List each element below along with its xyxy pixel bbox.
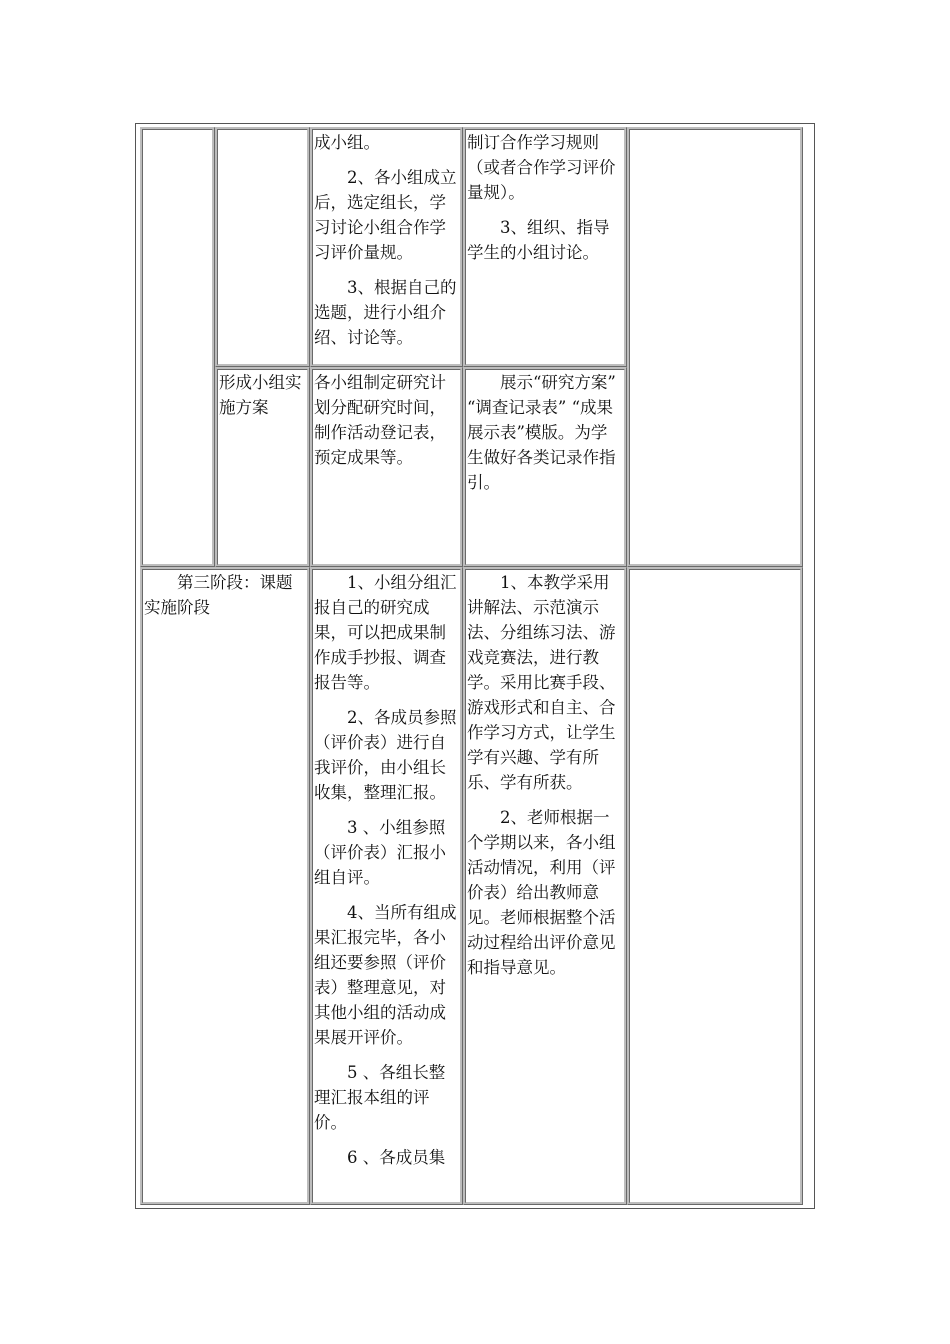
student-paragraph: 6 、各成员集 — [347, 1148, 446, 1167]
student-paragraph: 2、各成员参照（评价表）进行自我评价，由小组长收集，整理汇报。 — [314, 708, 457, 802]
stage-cell-3 — [140, 567, 310, 1205]
teacher-paragraph: 3、组织、指导学生的小组讨论。 — [467, 218, 610, 262]
student-paragraph: 1、小组分组汇报自己的研究成果，可以把成果制作成手抄报、调查报告等。 — [314, 573, 457, 692]
teacher-paragraph: 展示“研究方案” “调查记录表” “成果展示表”模版。为学生做好各类记录作指引。 — [467, 373, 616, 492]
notes-cell-1 — [627, 127, 803, 567]
student-paragraph: 3 、小组参照（评价表）汇报小组自评。 — [314, 818, 446, 887]
student-paragraph: 成小组。 — [314, 133, 380, 152]
student-paragraph: 2、各小组成立后，选定组长，学习讨论小组合作学习评价量规。 — [314, 168, 457, 262]
teacher-activity-cell-3 — [463, 567, 627, 1205]
student-paragraph: 5 、各组长整理汇报本组的评价。 — [314, 1063, 446, 1132]
stage-title: 第三阶段：课题实施阶段 — [144, 573, 293, 617]
student-activity-cell-1 — [310, 127, 463, 367]
step-cell-1 — [215, 127, 310, 367]
student-paragraph: 各小组制定研究计划分配研究时间，制作活动登记表，预定成果等。 — [314, 373, 446, 467]
teacher-paragraph: 1、本教学采用讲解法、示范演示法、分组练习法、游戏竞赛法，进行教学。采用比赛手段、游戏形式和自主、合作学习方式，让学生学有兴趣、学有所乐、学有所获。 — [467, 573, 616, 792]
stage-cell-1 — [140, 127, 215, 567]
student-paragraph: 4、当所有组成果汇报完毕，各小组还要参照（评价表）整理意见，对其他小组的活动成果展开评价。 — [314, 903, 457, 1047]
notes-cell-3 — [627, 567, 803, 1205]
teacher-paragraph: 制订合作学习规则（或者合作学习评价量规）。 — [467, 133, 616, 202]
student-activity-cell-2 — [310, 367, 463, 567]
teacher-paragraph: 2、老师根据一个学期以来，各小组活动情况，利用（评价表）给出教师意见。老师根据整个活动过程给出评价意见和指导意见。 — [467, 808, 616, 977]
teacher-activity-cell-1 — [463, 127, 627, 367]
step-title: 形成小组实施方案 — [219, 373, 302, 417]
teacher-activity-cell-2 — [463, 367, 627, 567]
step-cell-2 — [215, 367, 310, 567]
student-paragraph: 3、根据自己的选题，进行小组介绍、讨论等。 — [314, 278, 457, 347]
student-activity-cell-3 — [310, 567, 463, 1205]
